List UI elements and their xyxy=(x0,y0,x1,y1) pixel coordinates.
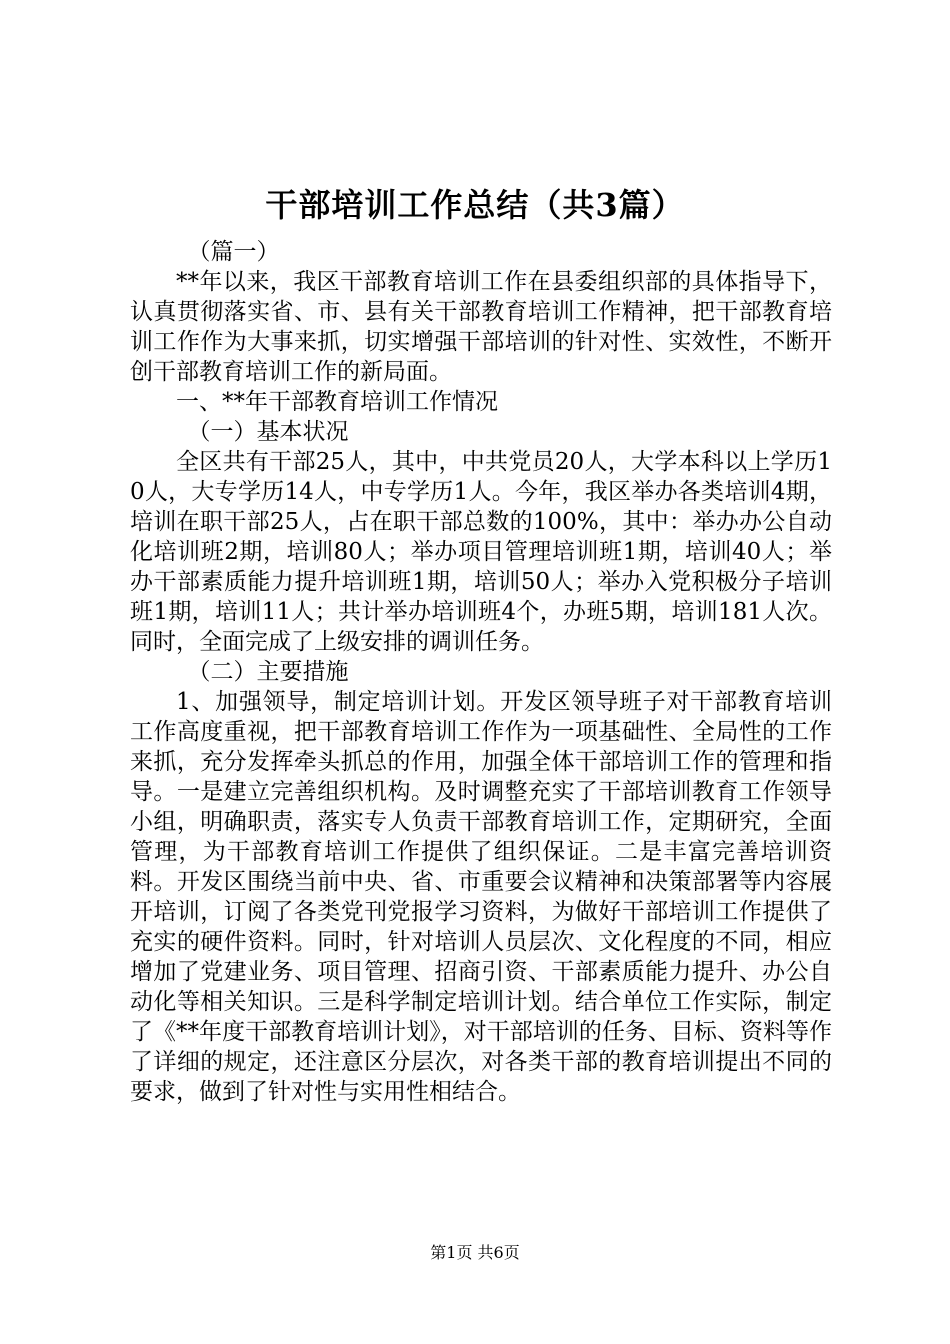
intro-paragraph: **年以来，我区干部教育培训工作在县委组织部的具体指导下，认真贯彻落实省、市、县有关干部教育培训工作精神，把干部教育培训工作作为大事来抓，切实增强干部培训的针对性、实效性，不断开创干部教育培训工作的新局面。 xyxy=(130,269,832,385)
page-footer: 第1页 共6页 xyxy=(430,1243,520,1262)
subheading-main-measures: （二）主要措施 xyxy=(187,659,349,685)
document-body xyxy=(130,237,832,1107)
document-title: 干部培训工作总结（共3篇） xyxy=(265,186,685,224)
section-heading: 一、**年干部教育培训工作情况 xyxy=(176,389,498,415)
main-measures-paragraph: 1、加强领导，制定培训计划。开发区领导班子对干部教育培训工作高度重视，把干部教育培训工作作为一项基础性、全局性的工作来抓，充分发挥牵头抓总的作用，加强全体干部培训工作的管理和指导。一是建立完善组织机构。及时调整充实了干部培训教育工作领导小组，明确职责，落实专人负责干部教育培训工作，定期研究，全面管理，为干部教育培训工作提供了组织保证。二是丰富完善培训资料。开发区围绕当前中央、省、市重要会议精神和决策部署等内容展开培训，订阅了各类党刊党报学习资料，为做好干部培训工作提供了充实的硬件资料。同时，针对培训人员层次、文化程度的不同，相应增加了党建业务、项目管理、招商引资、干部素质能力提升、办公自动化等相关知识。三是科学制定培训计划。结合单位工作实际，制定了《**年度干部教育培训计划》，对干部培训的任务、目标、资料等作了详细的规定，还注意区分层次，对各类干部的教育培训提出不同的要求，做到了针对性与实用性相结合。 xyxy=(130,689,832,1105)
subheading-basic-status: （一）基本状况 xyxy=(187,419,349,445)
section-tag: （篇一） xyxy=(187,239,280,265)
basic-status-paragraph: 全区共有干部25人，其中，中共党员20人，大学本科以上学历10人，大专学历14人，中专学历1人。今年，我区举办各类培训4期，培训在职干部25人，占在职干部总数的100%，其中：举办办公自动化培训班2期，培训80人；举办项目管理培训班1期，培训40人；举办干部素质能力提升培训班1期，培训50人；举办入党积极分子培训班1期，培训11人；共计举办培训班4个，办班5期，培训181人次。同时，全面完成了上级安排的调训任务。 xyxy=(130,449,832,655)
